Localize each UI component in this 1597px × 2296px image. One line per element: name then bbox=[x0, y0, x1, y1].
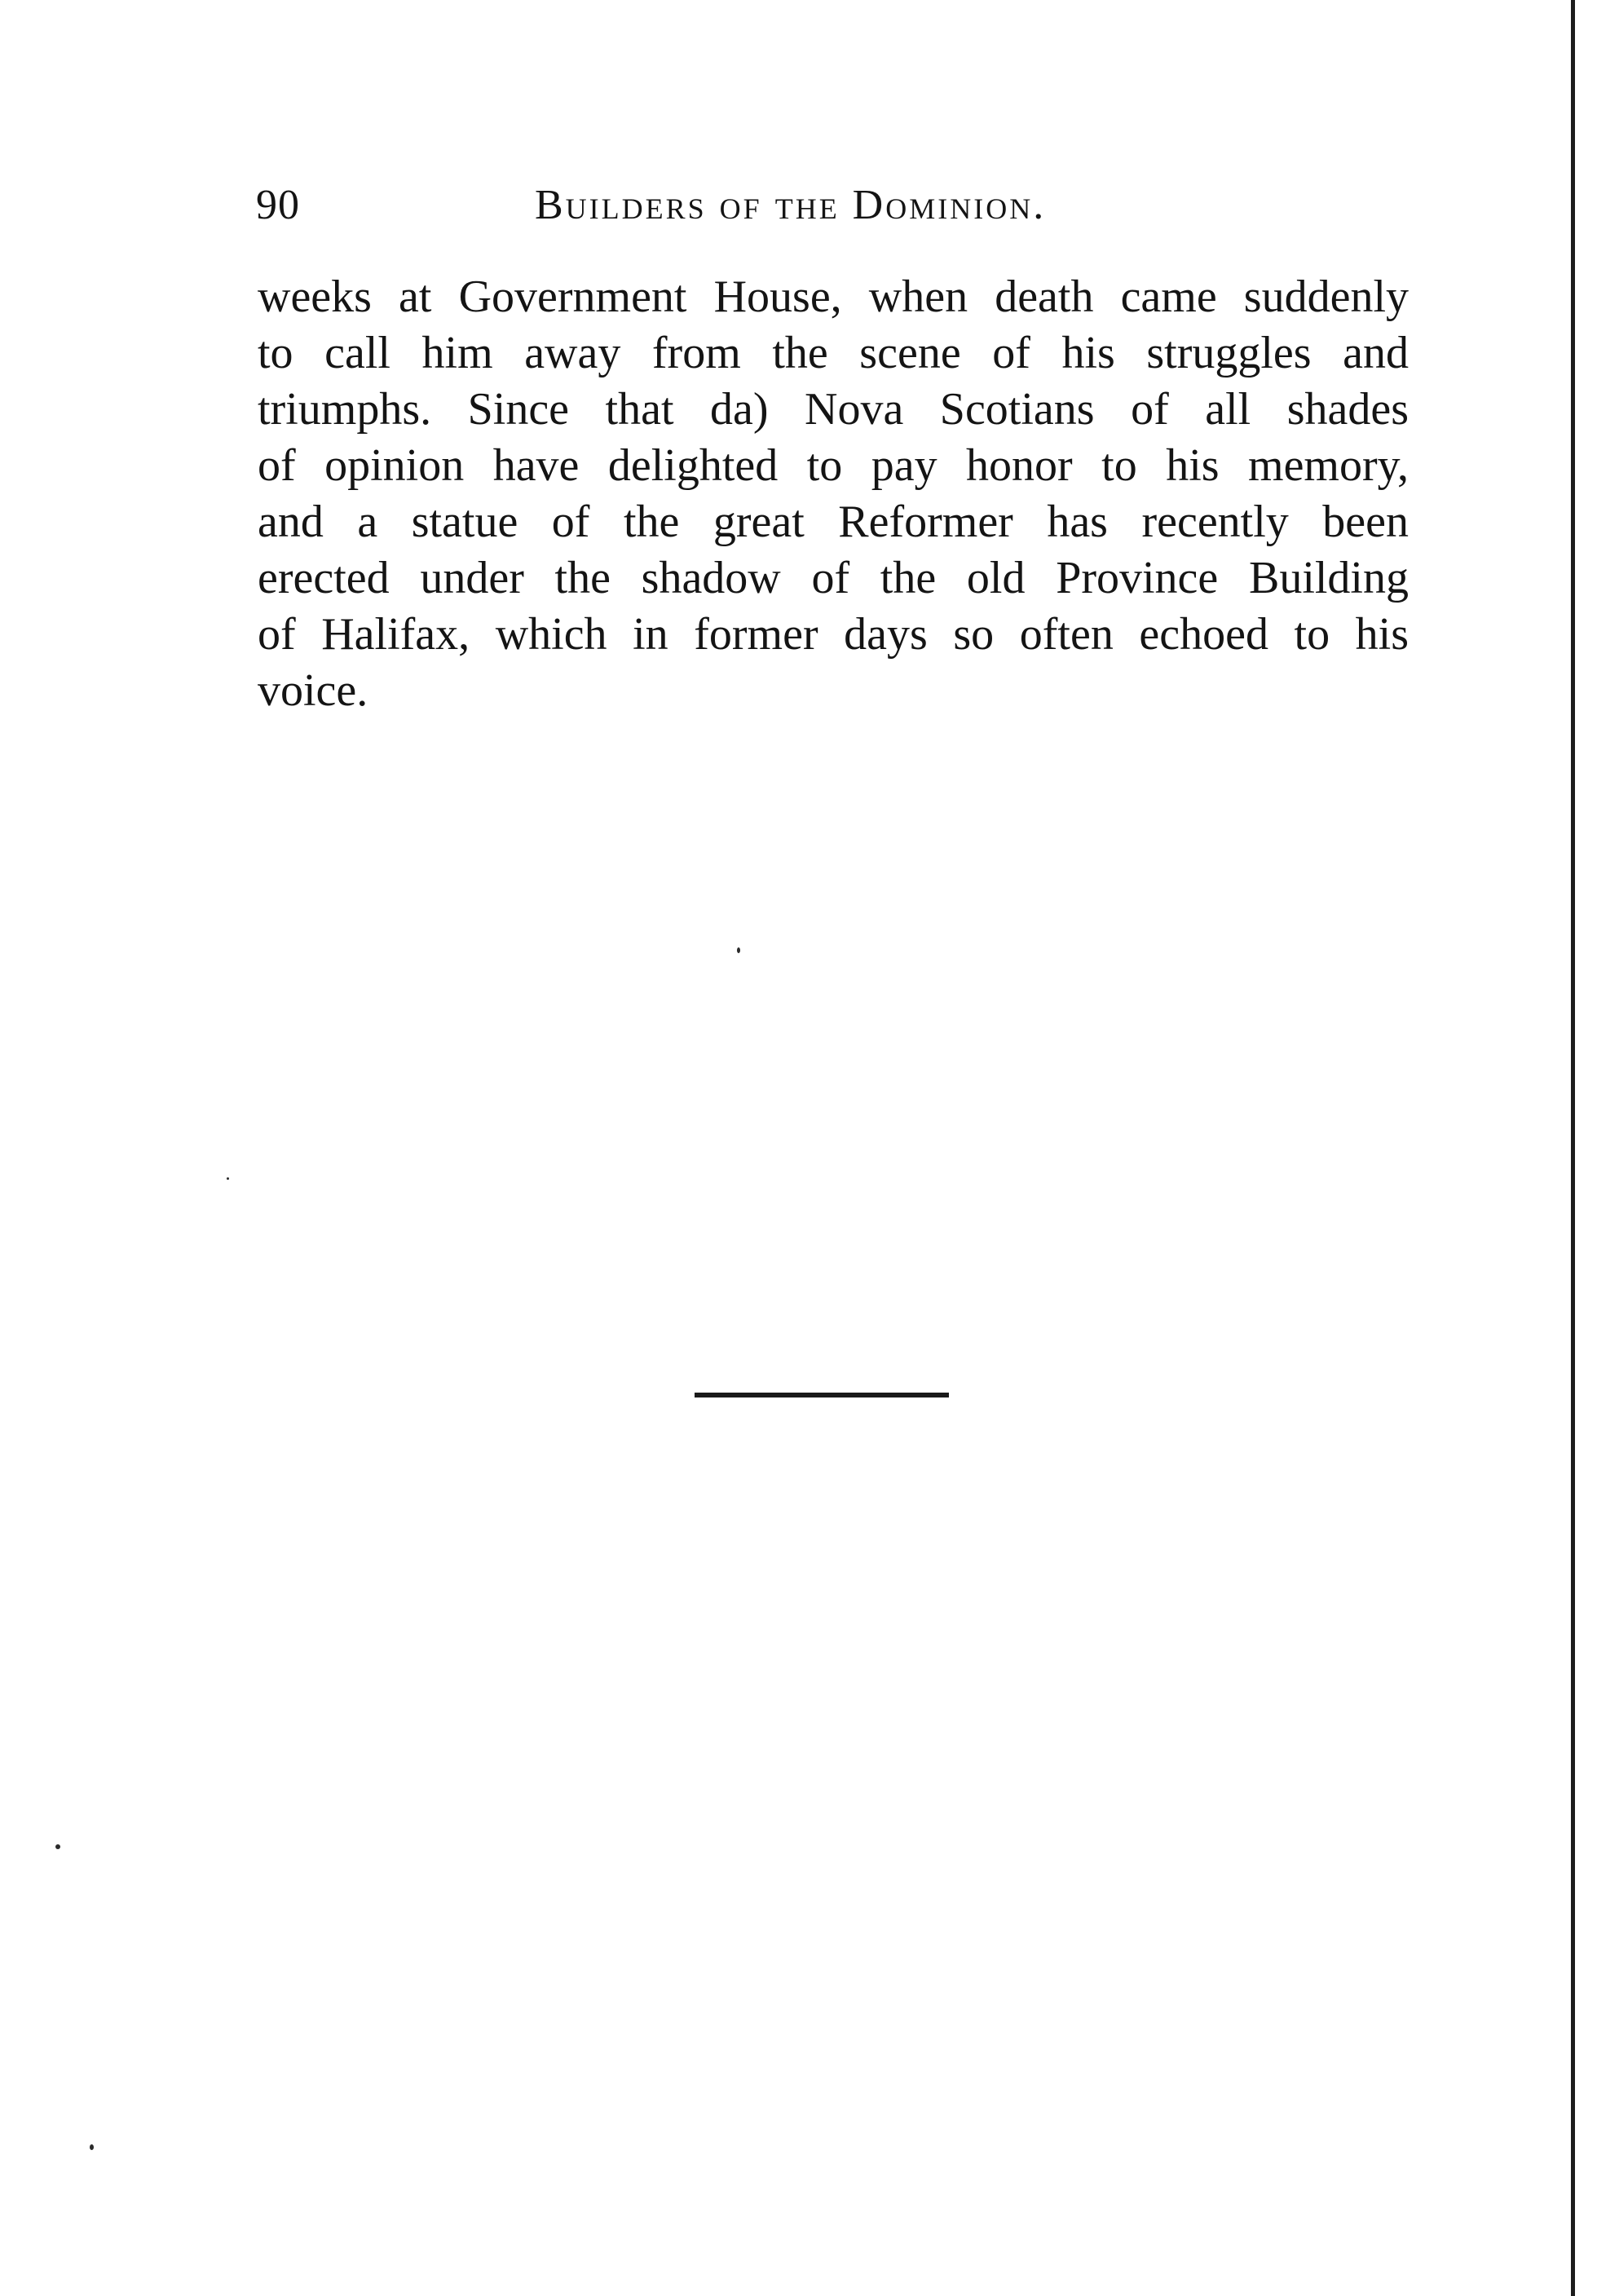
scan-speck bbox=[227, 1177, 229, 1180]
text-line: of Halifax, which in former days so often echoed to his bbox=[258, 609, 1409, 660]
text-line: voice. bbox=[258, 665, 368, 716]
text-line: weeks at Government House, when death came suddenly bbox=[258, 272, 1409, 322]
text-line: triumphs. Since that da) Nova Scotians of all shades bbox=[258, 384, 1409, 435]
page-edge-line bbox=[1571, 0, 1575, 2296]
text-line: to call him away from the scene of his struggles and bbox=[258, 328, 1409, 378]
text-line: and a statue of the great Reformer has recently been bbox=[258, 497, 1409, 547]
end-of-chapter-rule bbox=[695, 1393, 949, 1397]
scan-speck bbox=[90, 2144, 94, 2150]
scan-speck bbox=[55, 1844, 60, 1849]
running-head: Builders of the Dominion. bbox=[535, 182, 1047, 228]
text-line: erected under the shadow of the old Province Building bbox=[258, 553, 1409, 603]
body-paragraph bbox=[258, 269, 1409, 719]
text-line: of opinion have delighted to pay honor to his memory, bbox=[258, 440, 1409, 491]
scan-speck bbox=[737, 947, 740, 953]
page-number: 90 bbox=[256, 182, 300, 228]
